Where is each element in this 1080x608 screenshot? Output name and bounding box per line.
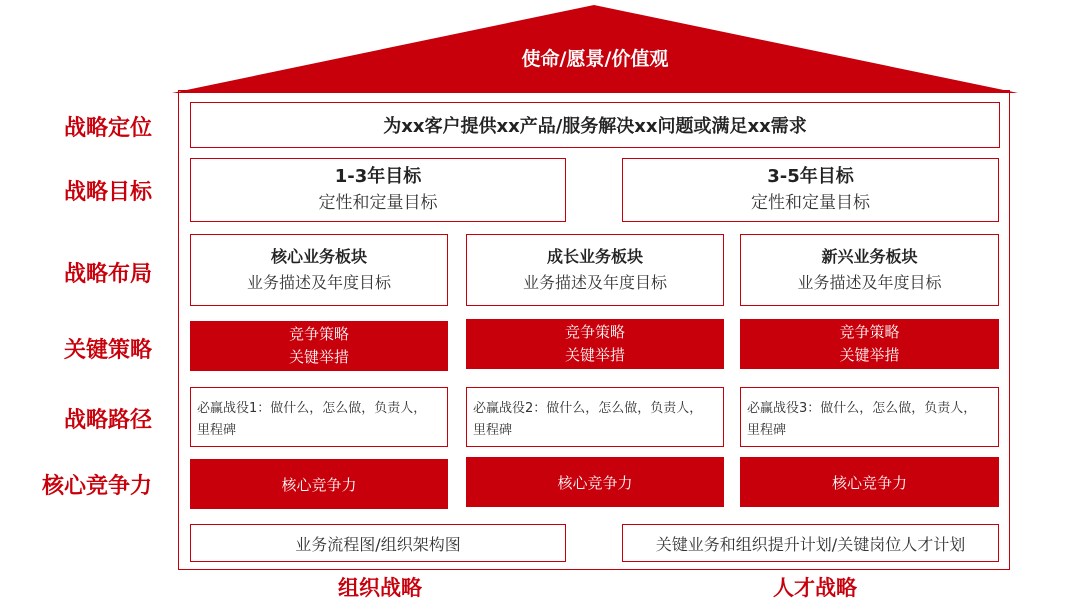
layout-box-core [190, 234, 448, 306]
path-line: 里程碑 [747, 423, 787, 438]
layout-box-growth [466, 234, 724, 306]
path-line: 必赢战役3：做什么，怎么做，负责人， [747, 401, 977, 416]
goal-title: 1-3年目标 [334, 166, 422, 187]
strategy-box-1 [190, 321, 448, 371]
goal-desc: 定性和定量目标 [751, 193, 870, 213]
competency-box-2 [466, 457, 724, 507]
foundation-box-org [190, 524, 566, 562]
label-positioning: 战略定位 [63, 115, 152, 141]
path-box-2 [466, 387, 724, 447]
strategy-line: 关键举措 [564, 346, 625, 364]
foundation-text: 关键业务和组织提升计划/关键岗位人才计划 [655, 534, 966, 554]
layout-box-emerging [740, 234, 999, 306]
label-competency: 核心竞争力 [41, 473, 152, 499]
path-box-3 [740, 387, 999, 447]
competency-text: 核心竞争力 [831, 473, 907, 492]
layout-desc: 业务描述及年度目标 [797, 273, 942, 292]
label-layout: 战略布局 [63, 261, 152, 287]
positioning-box [190, 102, 1000, 148]
path-line: 必赢战役2：做什么，怎么做，负责人， [473, 401, 703, 416]
foundation-box-talent [622, 524, 999, 562]
layout-desc: 业务描述及年度目标 [522, 273, 667, 292]
positioning-text: 为xx客户提供xx产品/服务解决xx问题或满足xx需求 [383, 116, 807, 137]
label-path: 战略路径 [63, 407, 152, 433]
path-line: 里程碑 [197, 423, 237, 438]
goal-box-2 [622, 158, 999, 222]
strategy-line: 竞争策略 [288, 325, 349, 343]
layout-desc: 业务描述及年度目标 [246, 273, 391, 292]
strategy-line: 竞争策略 [564, 323, 625, 341]
bottom-label-talent: 人才战略 [773, 576, 857, 600]
goal-box-1 [190, 158, 566, 222]
strategy-box-3 [740, 319, 999, 369]
competency-text: 核心竞争力 [557, 473, 633, 492]
foundation-text: 业务流程图/组织架构图 [295, 534, 461, 554]
layout-title: 成长业务板块 [546, 247, 643, 266]
strategy-box-2 [466, 319, 724, 369]
strategy-line: 关键举措 [288, 348, 349, 366]
goal-title: 3-5年目标 [767, 166, 854, 187]
label-goals: 战略目标 [63, 179, 152, 205]
path-box-1 [190, 387, 448, 447]
label-key-strategy: 关键策略 [63, 337, 152, 363]
competency-box-3 [740, 457, 999, 507]
strategy-line: 关键举措 [839, 346, 900, 364]
bottom-label-org: 组织战略 [338, 576, 422, 600]
competency-text: 核心竞争力 [281, 475, 357, 494]
path-line: 里程碑 [473, 423, 513, 438]
path-line: 必赢战役1：做什么，怎么做，负责人， [197, 401, 427, 416]
competency-box-1 [190, 459, 448, 509]
roof-title: 使命/愿景/价值观 [521, 47, 669, 70]
layout-title: 核心业务板块 [270, 247, 367, 266]
strategy-line: 竞争策略 [839, 323, 900, 341]
goal-desc: 定性和定量目标 [318, 193, 438, 213]
layout-title: 新兴业务板块 [821, 247, 918, 266]
